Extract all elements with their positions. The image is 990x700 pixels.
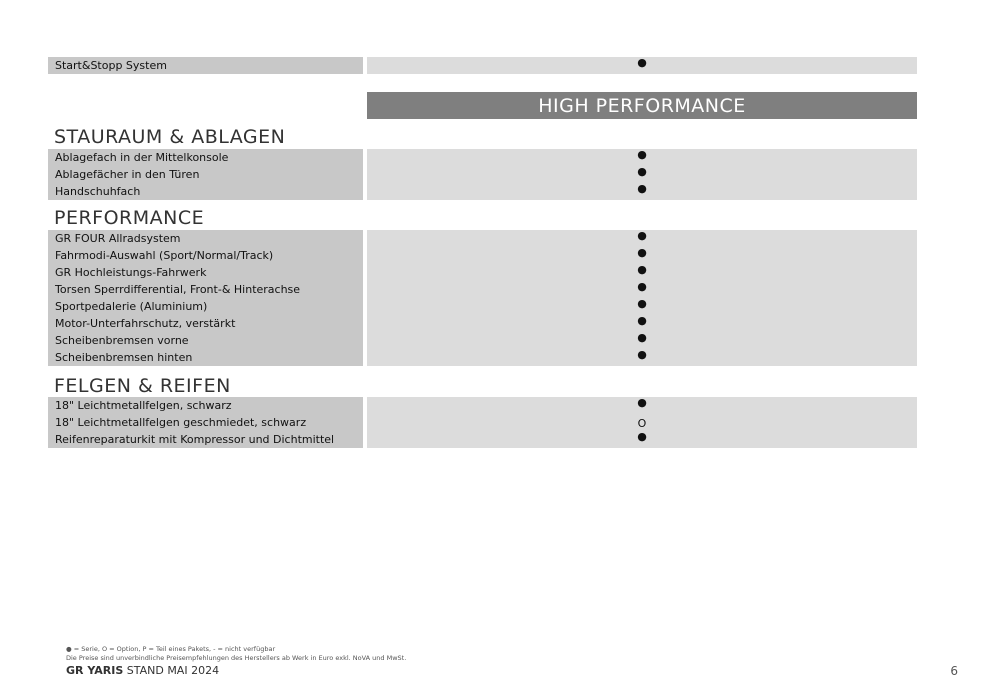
row-value: ●	[367, 298, 917, 315]
row-value: ●	[367, 166, 917, 183]
table-row	[48, 264, 917, 281]
table-row	[48, 349, 917, 366]
row-value: ●	[367, 281, 917, 298]
table-row	[48, 57, 917, 74]
footer-stand: STAND MAI 2024	[126, 664, 220, 677]
row-label: Motor-Unterfahrschutz, verstärkt	[48, 315, 363, 332]
table-row	[48, 414, 917, 431]
row-value: ●	[367, 149, 917, 166]
section-title-performance: PERFORMANCE	[54, 207, 205, 229]
row-value: ●	[367, 183, 917, 200]
page-number: 6	[950, 664, 958, 678]
row-label: Start&Stopp System	[48, 57, 363, 74]
row-label: Fahrmodi-Auswahl (Sport/Normal/Track)	[48, 247, 363, 264]
row-value: ●	[367, 332, 917, 349]
row-label: Torsen Sperrdifferential, Front-& Hinterachse	[48, 281, 363, 298]
table-row	[48, 397, 917, 414]
row-value: ●	[367, 230, 917, 247]
table-row	[48, 281, 917, 298]
table-row	[48, 230, 917, 247]
legend-line-1: ● = Serie, O = Option, P = Teil eines Pakets, - = nicht verfügbar	[66, 645, 276, 653]
row-label: Sportpedalerie (Aluminium)	[48, 298, 363, 315]
row-value: ●	[367, 431, 917, 448]
row-label: Ablagefächer in den Türen	[48, 166, 363, 183]
row-label: 18" Leichtmetallfelgen, schwarz	[48, 397, 363, 414]
row-label: 18" Leichtmetallfelgen geschmiedet, schwarz	[48, 414, 363, 431]
row-value: ●	[367, 264, 917, 281]
row-label: Handschuhfach	[48, 183, 363, 200]
legend-line-2: Die Preise sind unverbindliche Preisempfehlungen des Herstellers ab Werk in Euro exkl. NoVA und MwSt.	[66, 654, 407, 662]
row-label: Scheibenbremsen hinten	[48, 349, 363, 366]
row-label: Scheibenbremsen vorne	[48, 332, 363, 349]
table-row	[48, 149, 917, 166]
row-label: GR FOUR Allradsystem	[48, 230, 363, 247]
column-header: HIGH PERFORMANCE	[367, 92, 917, 119]
table-row	[48, 247, 917, 264]
table-row	[48, 183, 917, 200]
table-row	[48, 298, 917, 315]
row-value: ●	[367, 315, 917, 332]
table-row	[48, 332, 917, 349]
table-row	[48, 315, 917, 332]
footer-model: GR YARIS	[66, 664, 124, 677]
row-value: ●	[367, 57, 917, 74]
row-value: ●	[367, 247, 917, 264]
row-value: ●	[367, 349, 917, 366]
footer	[66, 664, 219, 677]
row-label: Reifenreparaturkit mit Kompressor und Dichtmittel	[48, 431, 363, 448]
row-label: Ablagefach in der Mittelkonsole	[48, 149, 363, 166]
table-row	[48, 166, 917, 183]
section-title-felgen: FELGEN & REIFEN	[54, 375, 231, 397]
table-row	[48, 431, 917, 448]
row-label: GR Hochleistungs-Fahrwerk	[48, 264, 363, 281]
section-title-stauraum: STAURAUM & ABLAGEN	[54, 126, 286, 148]
row-value: O	[367, 414, 917, 431]
row-value: ●	[367, 397, 917, 414]
